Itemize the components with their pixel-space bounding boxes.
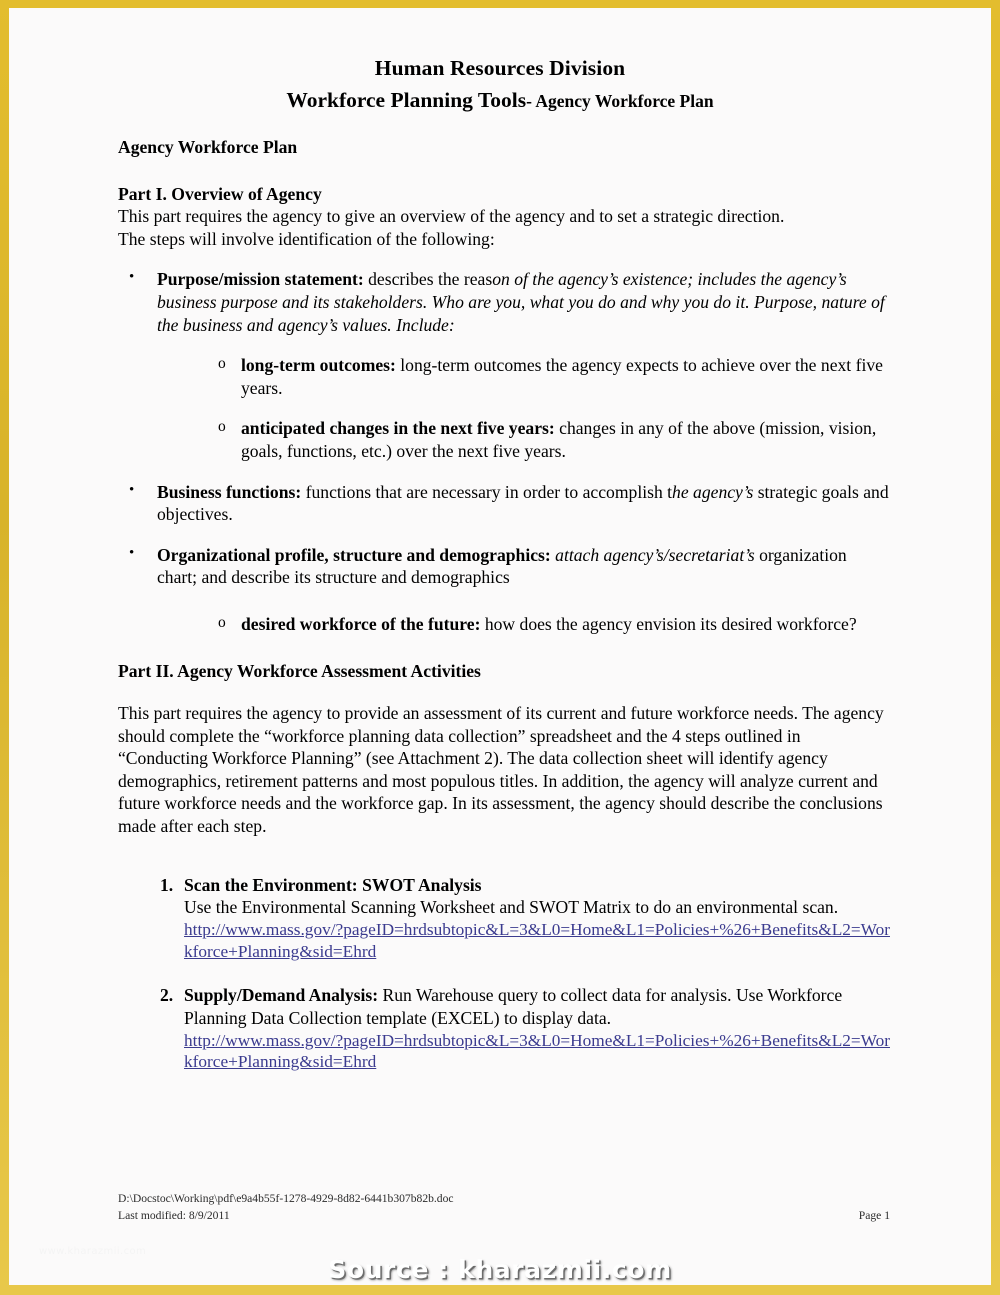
step-label-supply-demand: Supply/Demand Analysis: (184, 985, 379, 1006)
sub-bullet-label-desired-workforce: desired workforce of the future: (241, 613, 481, 634)
footer-page-number: Page 1 (858, 1208, 890, 1222)
footer-file-path: D:\Docstoc\Working\pdf\e9a4b55f-1278-4929-8d82-6441b307b82b.doc (118, 1192, 454, 1205)
numbered-step-2 (118, 984, 890, 1073)
bullet-text-italic-purpose-mission: on of the agency’s existence; includes the agency’s business purpose and its stakeholders. Who are you, what you do and why you do it. Purpose, nature of the business and agency’s values. Include: (157, 269, 885, 335)
sub-bullet-marker-icon: o (218, 613, 226, 631)
bullet-item-business-functions (118, 481, 890, 526)
sub-bullet-marker-icon: o (218, 355, 226, 373)
part-2-heading: Part II. Agency Workforce Assessment Activities (118, 660, 481, 681)
part-1-intro-line-1: This part requires the agency to give an overview of the agency and to set a strategic direction. (118, 206, 785, 227)
document-header (9, 8, 991, 112)
sub-bullet-text-anticipated-changes: changes in any of the above (mission, vision, goals, functions, etc.) over the next five years. (241, 418, 877, 461)
sub-bullet-desired-workforce (118, 613, 890, 636)
bullet-text-italic-organizational-profile: attach agency’s/secretariat’s (555, 544, 755, 565)
step-text-supply-demand: Run Warehouse query to collect data for analysis. Use Workforce Planning Data Collection template (EXCEL) to display data. (184, 985, 843, 1028)
header-title-line-1: Human Resources Division (374, 56, 626, 80)
document-title: Agency Workforce Plan (118, 137, 298, 157)
sub-bullet-long-term-outcomes (118, 354, 890, 399)
part-1-intro-line-2: The steps will involve identification of the following: (118, 228, 495, 249)
sub-bullet-label-anticipated-changes: anticipated changes in the next five years: (241, 418, 555, 439)
bullet-text-tail-organizational-profile: organization chart; and describe its structure and demographics (157, 544, 847, 588)
step-label-scan-environment: Scan the Environment: SWOT Analysis (184, 874, 482, 895)
step-text-scan-environment: Use the Environmental Scanning Worksheet and SWOT Matrix to do an environmental scan. (184, 897, 839, 918)
bullet-text-tail-business-functions: strategic goals and objectives. (157, 481, 889, 525)
bullet-marker-icon: • (129, 544, 135, 561)
document-footer (118, 1191, 890, 1225)
sub-bullet-marker-icon: o (218, 418, 226, 436)
document-body (118, 136, 890, 1073)
bullet-label-organizational-profile: Organizational profile, structure and demographics: (157, 544, 551, 565)
step-number-2: 2. (160, 985, 174, 1006)
bullet-marker-icon: • (129, 269, 135, 286)
header-title-line-2 (9, 88, 991, 113)
step-number-1: 1. (160, 874, 174, 895)
sub-bullet-label-long-term-outcomes: long-term outcomes: (241, 355, 396, 376)
sub-bullet-text-long-term-outcomes: long-term outcomes the agency expects to achieve over the next five years. (241, 355, 883, 398)
source-watermark: Source : kharazmii.com (328, 1255, 672, 1284)
sub-bullet-anticipated-changes (118, 417, 890, 462)
part-2-paragraph: This part requires the agency to provide an assessment of its current and future workforce needs. The agency should complete the “workforce planning data collection” spreadsheet and the 4 steps outlined in “Conducting Workforce Planning” (see Attachment 2). The data collection sheet will identify agency demographics, retirement patterns and most populous titles. In addition, the agency will analyze current and future workforce needs and the workforce gap. In its assessment, the agency should describe the conclusions made after each step. (118, 703, 884, 837)
faint-watermark: www.kharazmii.com (39, 1246, 147, 1257)
footer-last-modified: Last modified: 8/9/2011 (118, 1208, 230, 1222)
numbered-step-1 (118, 874, 890, 963)
bullet-text-plain-business-functions: functions that are necessary in order to accomplish t (301, 481, 673, 502)
bullet-text-italic-business-functions: he agency’s (672, 481, 754, 502)
bullet-label-purpose-mission: Purpose/mission statement: (157, 269, 364, 290)
bullet-item-purpose-mission (118, 268, 890, 336)
document-page (9, 8, 991, 1285)
sub-bullet-text-desired-workforce: how does the agency envision its desired workforce? (480, 613, 857, 634)
step-link-supply-demand[interactable]: http://www.mass.gov/?pageID=hrdsubtopic&L=3&L0=Home&L1=Policies+%26+Benefits&L2=Workforce+Planning&sid=Ehrd (184, 1030, 890, 1072)
header-title-main: Workforce Planning Tools (286, 87, 527, 112)
bullet-text-plain-purpose-mission: describes the reas (363, 269, 493, 290)
step-link-scan-environment[interactable]: http://www.mass.gov/?pageID=hrdsubtopic&L=3&L0=Home&L1=Policies+%26+Benefits&L2=Workforce+Planning&sid=Ehrd (184, 919, 890, 961)
bullet-item-organizational-profile (118, 544, 890, 589)
bullet-label-business-functions: Business functions: (157, 481, 302, 502)
bullet-marker-icon: • (129, 481, 135, 498)
part-1-heading: Part I. Overview of Agency (118, 183, 322, 204)
header-title-subtitle: - Agency Workforce Plan (526, 90, 714, 111)
